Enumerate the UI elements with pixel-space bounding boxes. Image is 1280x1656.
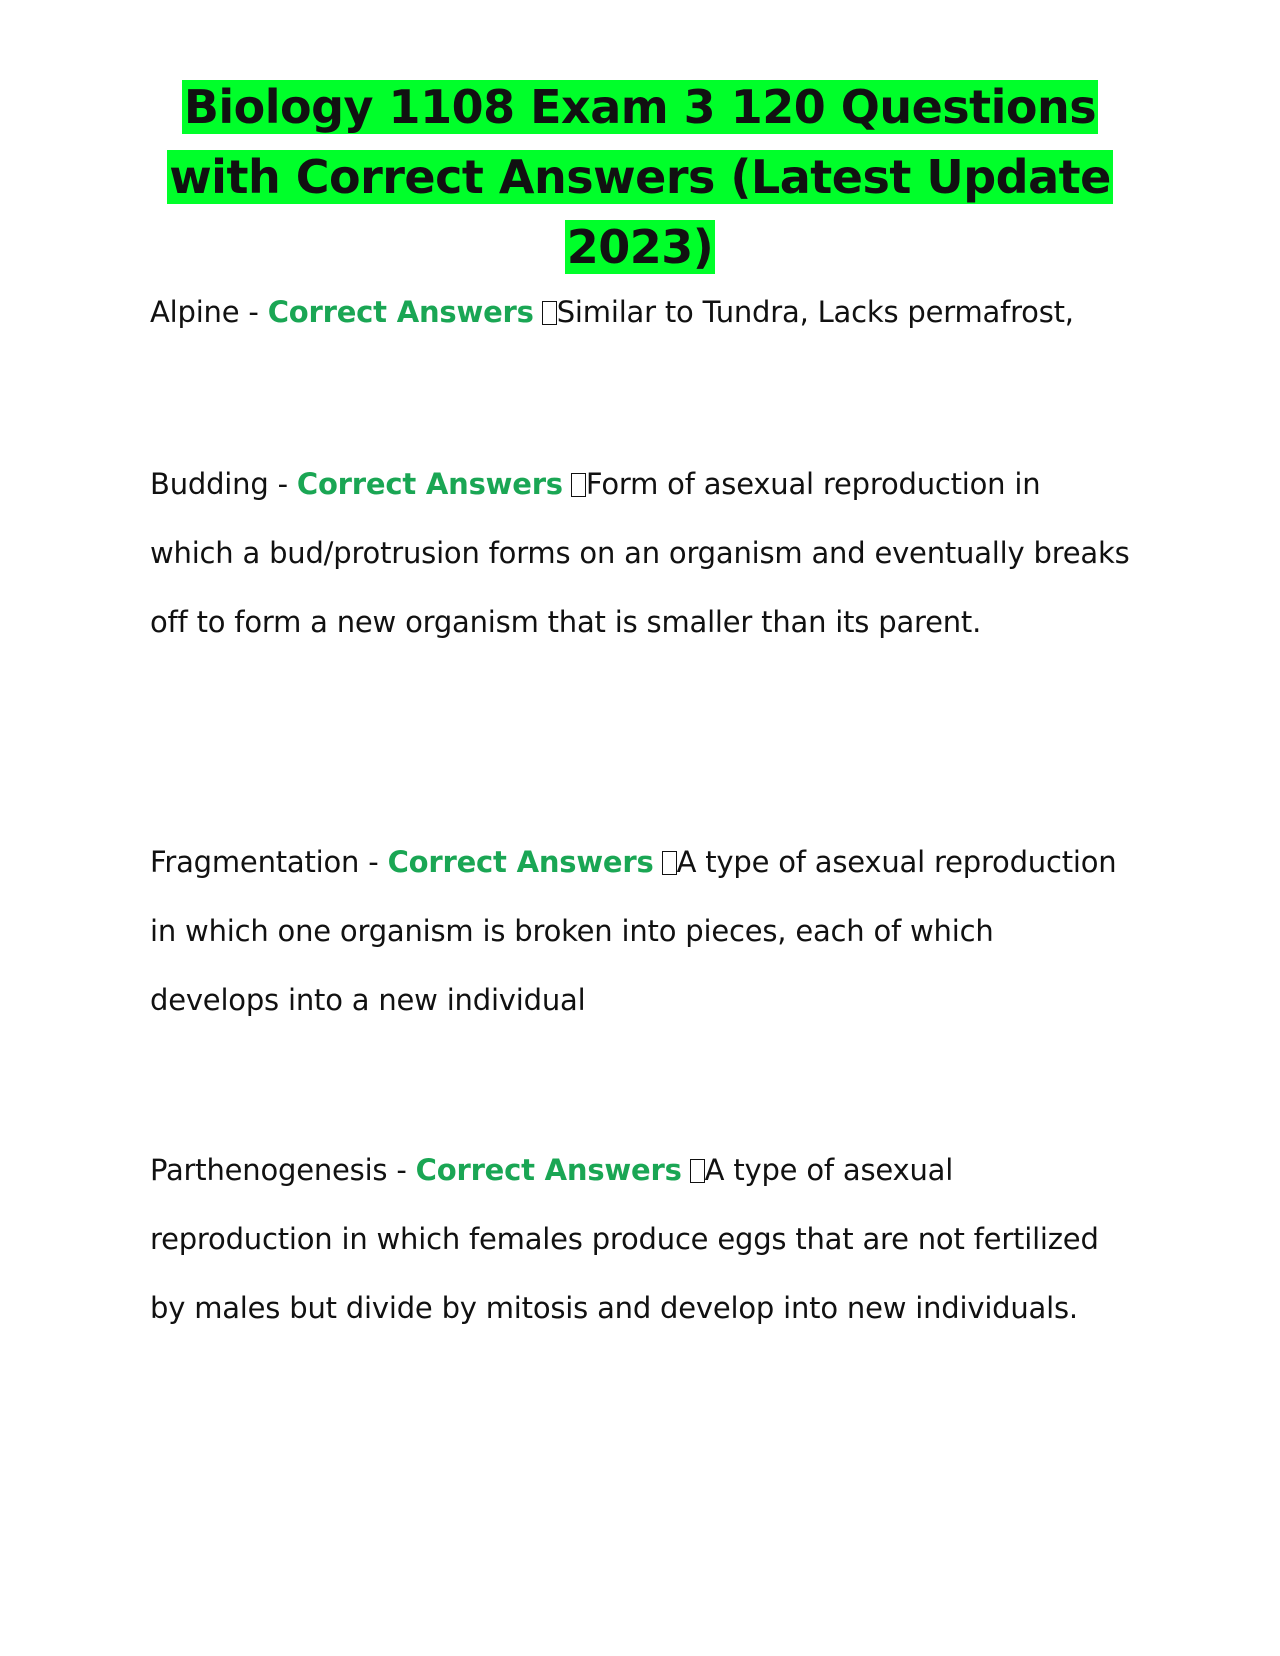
correct-answers-label: Correct Answers (387, 845, 654, 879)
missing-glyph-box-icon (542, 301, 557, 325)
title-highlight: Biology 1108 Exam 3 120 Questions with Correct Answers (Latest Update 2023) (169, 80, 1111, 274)
entry-separator: - (359, 845, 388, 879)
entry-definition: A type of asexual reproduction in which females produce eggs that are not fertilized by males but divide by mitosis and develop into new individuals. (150, 1153, 1099, 1325)
missing-glyph-box-icon (662, 851, 677, 875)
entry-separator: - (268, 467, 297, 501)
entry-term: Parthenogenesis (150, 1153, 388, 1187)
entry-alpine (150, 278, 1130, 347)
entry-separator: - (387, 1153, 416, 1187)
entry-term: Budding (150, 467, 269, 501)
entry-separator: - (239, 295, 268, 329)
missing-glyph-box-icon (571, 473, 586, 497)
correct-answers-label: Correct Answers (267, 295, 534, 329)
correct-answers-label: Correct Answers (296, 467, 563, 501)
missing-glyph-box-icon (690, 1159, 705, 1183)
entry-term: Fragmentation (150, 845, 360, 879)
entry-definition: Similar to Tundra, Lacks permafrost, (556, 295, 1074, 329)
correct-answers-label: Correct Answers (415, 1153, 682, 1187)
entry-budding (150, 450, 1130, 657)
entry-term: Alpine (150, 295, 240, 329)
document-title (150, 72, 1130, 282)
entry-definition: Form of asexual reproduction in which a bud/protrusion forms on an organism and eventually breaks off to form a new organism that is smaller than its parent. (150, 467, 1130, 639)
entry-definition: A type of asexual reproduction in which one organism is broken into pieces, each of which develops into a new individual (150, 845, 1117, 1017)
entry-fragmentation (150, 828, 1130, 1035)
entry-parthenogenesis (150, 1136, 1130, 1343)
